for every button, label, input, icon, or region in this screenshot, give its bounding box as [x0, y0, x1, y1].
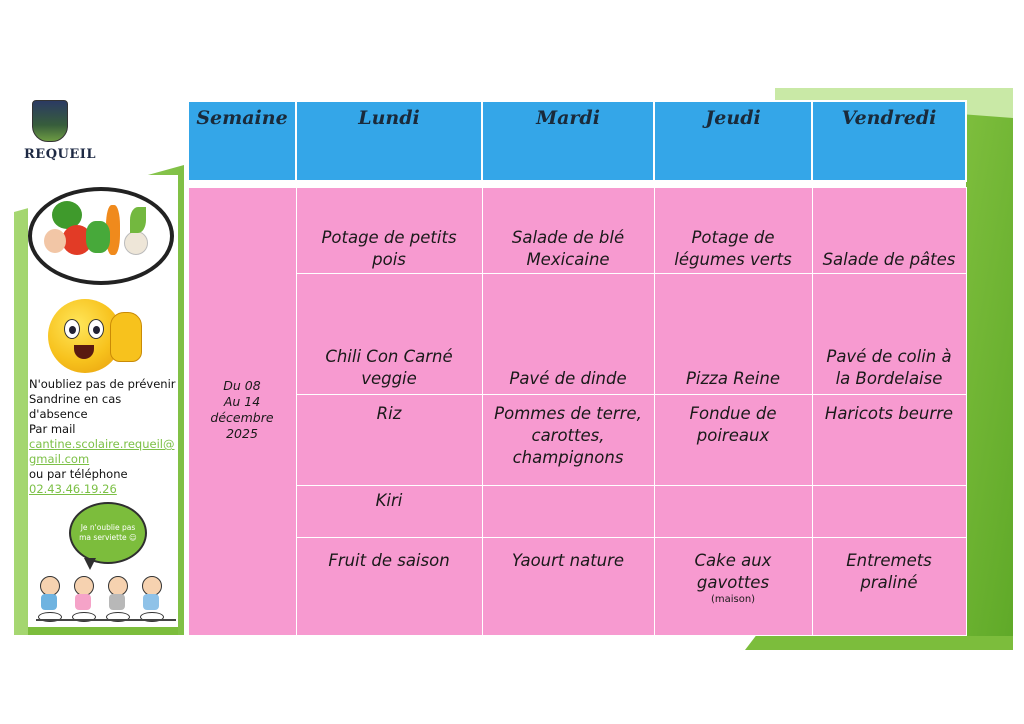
town-logo [24, 100, 97, 164]
grass-strip [28, 627, 178, 635]
notice-text: N'oubliez pas de prévenir Sandrine en cas d'absence [29, 377, 176, 421]
menu-cell: Pavé de dinde [482, 274, 654, 395]
menu-cell [654, 486, 812, 538]
vegetables-illustration [28, 187, 174, 285]
child-icon [108, 576, 128, 596]
phone-link[interactable]: 02.43.46.19.26 [29, 482, 117, 496]
bubble-text: Je n'oublie pas ma serviette ☺ [79, 523, 137, 542]
menu-cell: Pizza Reine [654, 274, 812, 395]
menu-cell: Kiri [296, 486, 482, 538]
menu-cell: Salade de pâtes [812, 187, 966, 273]
menu-cell: Salade de blé Mexicaine [482, 187, 654, 273]
email-link[interactable]: cantine.scolaire.requeil@gmail.com [29, 437, 175, 466]
week-dates: Du 08 Au 14 décembre 2025 [188, 187, 296, 635]
menu-cell: Riz [296, 395, 482, 486]
menu-cell: Fruit de saison [296, 538, 482, 636]
menu-cell: Potage de petits pois [296, 187, 482, 273]
dessert-thursday: Cake aux gavottes [694, 551, 772, 593]
absence-notice [29, 377, 179, 497]
notice-phone-label: ou par téléphone [29, 467, 128, 481]
header-tuesday: Mardi [482, 101, 654, 181]
menu-cell: Fondue de poireaux [654, 395, 812, 486]
menu-cell: Potage de légumes verts [654, 187, 812, 273]
children-at-table-illustration [36, 570, 176, 630]
leaf-icon [130, 207, 146, 233]
homemade-note: (maison) [710, 594, 756, 606]
header-friday: Vendredi [812, 101, 966, 181]
menu-cell [482, 486, 654, 538]
menu-cell [654, 538, 812, 636]
coat-of-arms-icon [32, 100, 68, 142]
bottom-green-strip [745, 636, 1013, 650]
town-name: REQUEIL [24, 147, 97, 162]
speech-bubble-tail [84, 558, 96, 570]
child-icon [40, 576, 60, 596]
menu-cell: Haricots beurre [812, 395, 966, 486]
thumbs-up-icon [110, 312, 142, 362]
menu-cell: Yaourt nature [482, 538, 654, 636]
menu-cell [812, 486, 966, 538]
menu-cell: Pommes de terre, carottes, champignons [482, 395, 654, 486]
weekly-menu-table [187, 100, 967, 636]
onion-icon [44, 229, 66, 253]
child-icon [142, 576, 162, 596]
menu-cell: Chili Con Carné veggie [296, 274, 482, 395]
garlic-icon [124, 231, 148, 255]
child-icon [74, 576, 94, 596]
pepper-icon [86, 221, 110, 253]
header-thursday: Jeudi [654, 101, 812, 181]
speech-bubble [69, 502, 147, 564]
header-monday: Lundi [296, 101, 482, 181]
menu-cell: Entremets praliné [812, 538, 966, 636]
table-icon [36, 619, 176, 621]
notice-mail-label: Par mail [29, 422, 76, 436]
menu-cell: Pavé de colin à la Bordelaise [812, 274, 966, 395]
header-week: Semaine [188, 101, 296, 181]
